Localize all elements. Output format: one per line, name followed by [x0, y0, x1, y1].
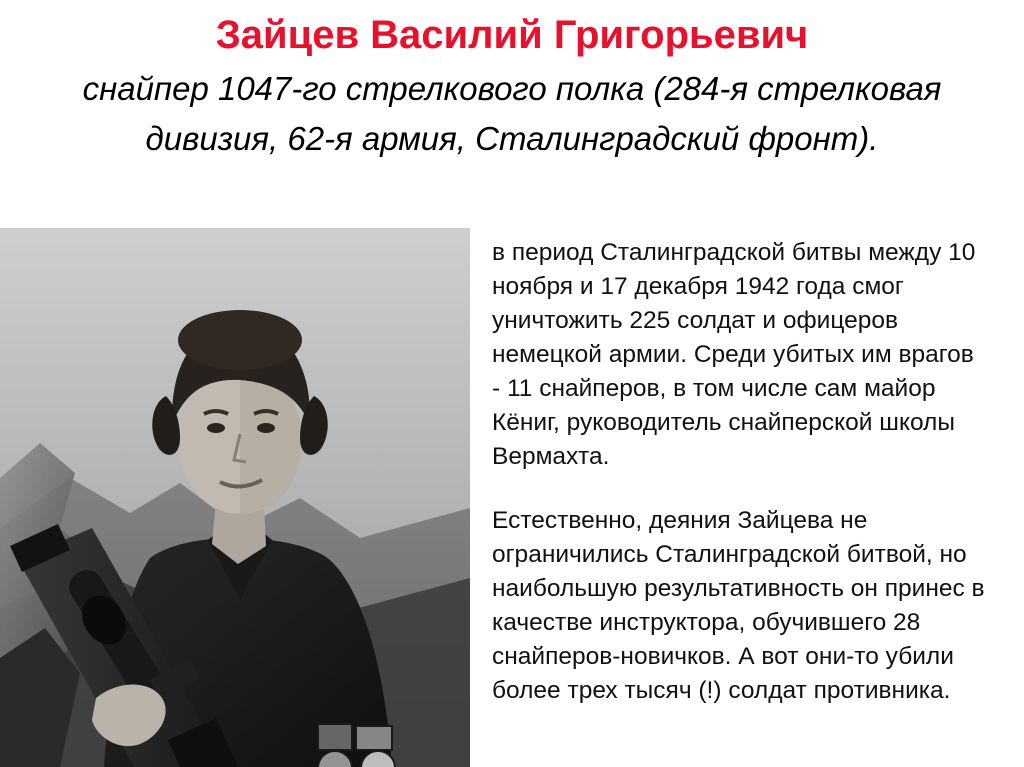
portrait-photo-illustration: [0, 228, 470, 767]
slide-header: [0, 0, 1024, 164]
description-column: [492, 236, 1004, 708]
portrait-photo: [0, 228, 470, 767]
page-subtitle: снайпер 1047-го стрелкового полка (284-я стрелковая дивизия, 62-я армия, Сталинградский фронт).: [82, 70, 942, 157]
slide-content: [0, 228, 1024, 767]
paragraph-instructor: Естественно, деяния Зайцева не ограничились Сталинградской битвой, но наибольшую результативность он принес в качестве инструктора, обучившего 28 снайперов-новичков. А вот они-то убили более трех тысяч (!) солдат противника.: [492, 507, 985, 704]
paragraph-achievements: в период Сталинградской битвы между 10 ноября и 17 декабря 1942 года смог уничтожить 225 солдат и офицеров немецкой армии. Среди убитых им врагов - 11 снайперов, в том числе сам майор Кёниг, руководитель снайперской школы Вермахта.: [492, 239, 976, 470]
page-title: Зайцев Василий Григорьевич: [215, 13, 809, 57]
